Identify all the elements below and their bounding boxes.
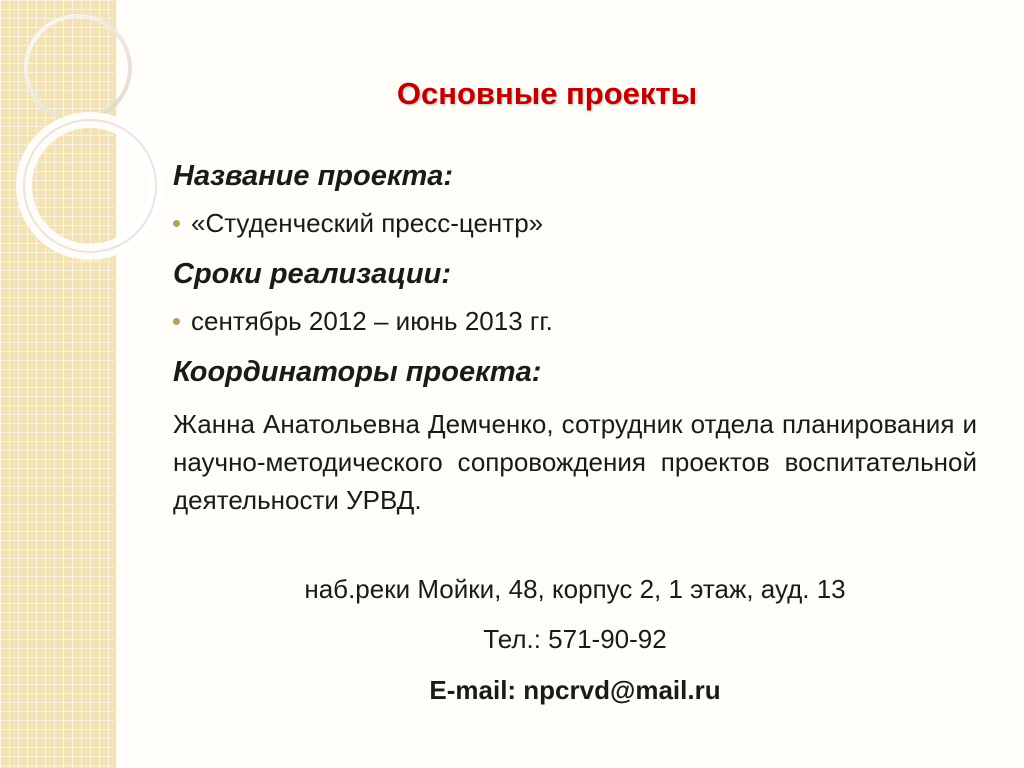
timeline-value: сентябрь 2012 – июнь 2013 гг. (191, 306, 553, 336)
bullet-icon (173, 220, 180, 227)
phone-line: Тел.: 571-90-92 (483, 624, 667, 654)
coordinators-heading: Координаторы проекта: (173, 356, 542, 388)
bullet-icon (173, 318, 180, 325)
address-line: наб.реки Мойки, 48, корпус 2, 1 этаж, ауд. 13 (304, 574, 846, 604)
decorative-sidebar (0, 0, 114, 768)
coordinator-description: Жанна Анатольевна Демченко, сотрудник отдела планирования и научно-методического сопровождения проектов воспитательной деятельности УРВД. (173, 409, 977, 515)
project-name-item (173, 208, 543, 239)
timeline-item (173, 306, 553, 337)
project-name-value: «Студенческий пресс-центр» (191, 208, 544, 238)
sidebar-edge (114, 0, 117, 768)
email-line[interactable]: E-mail: npcrvd@mail.ru (429, 675, 721, 705)
timeline-heading: Сроки реализации: (173, 258, 452, 290)
project-name-heading: Название проекта: (173, 160, 454, 192)
slide-title: Основные проекты (396, 76, 698, 111)
